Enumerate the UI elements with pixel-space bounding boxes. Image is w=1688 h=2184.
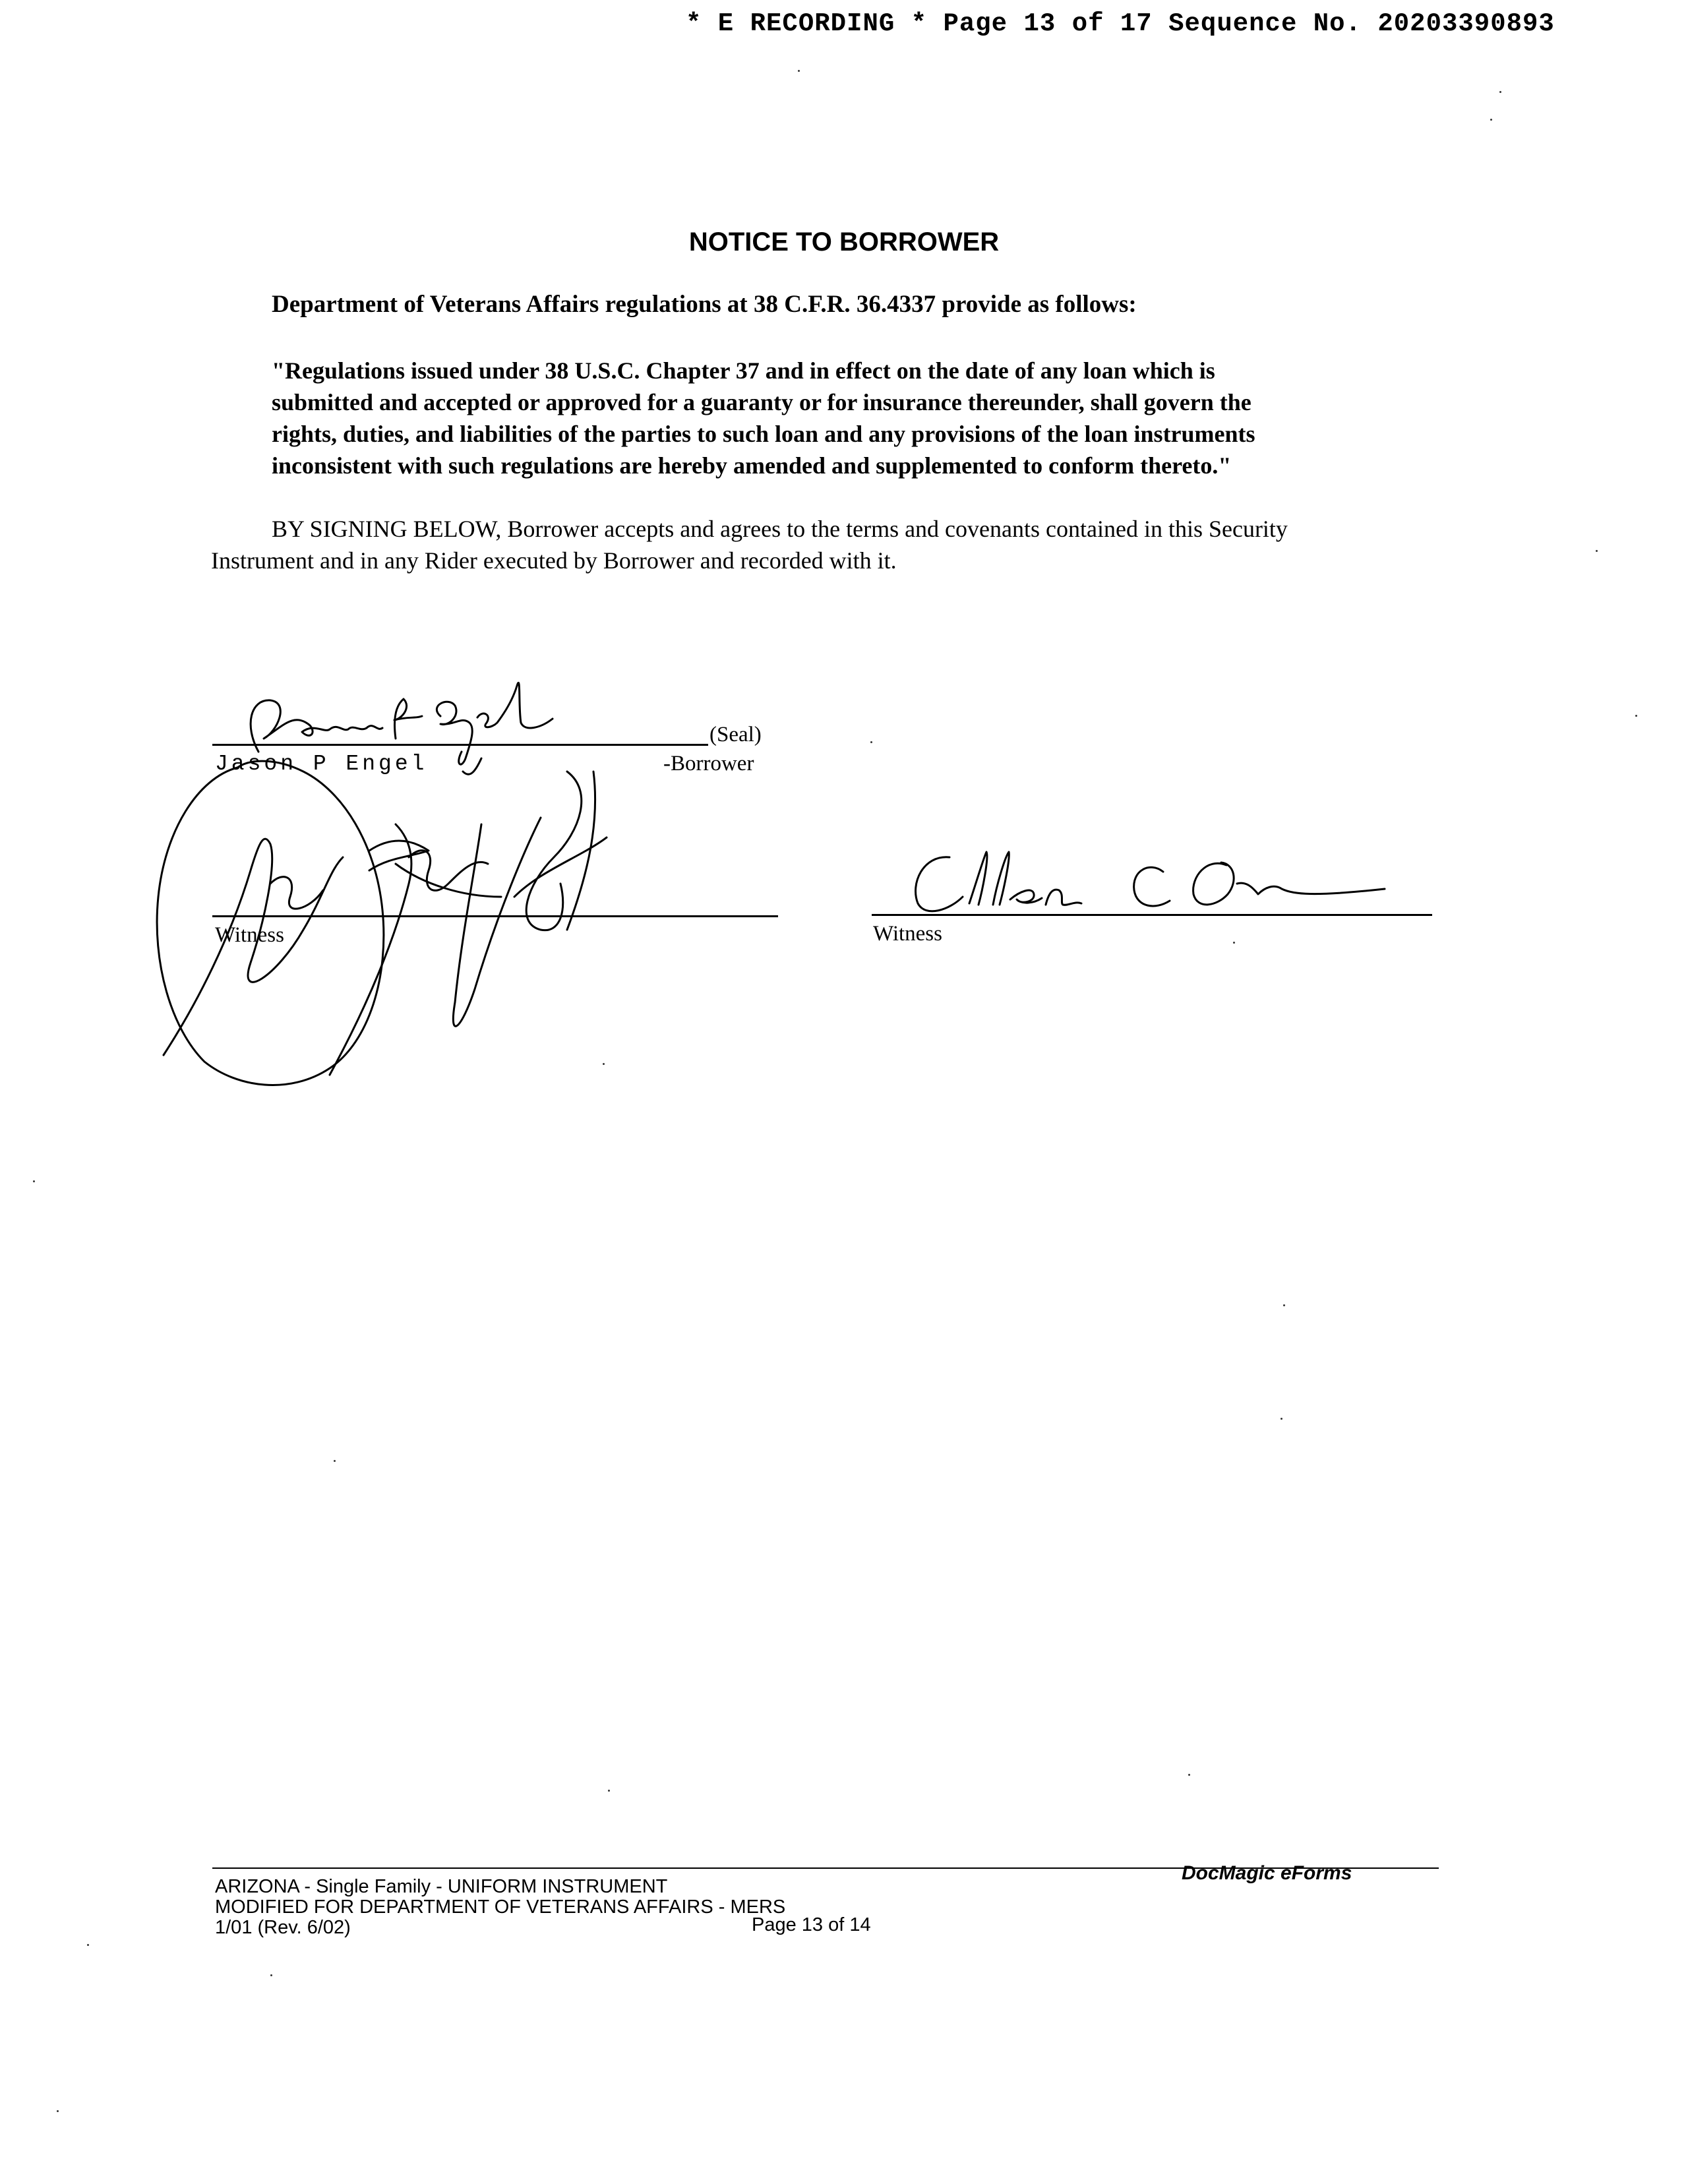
signing-line: BY SIGNING BELOW, Borrower accepts and agrees to the terms and covenants contained in this Security [272,516,1288,542]
scan-speck [270,1974,272,1976]
scan-speck [1499,91,1501,93]
borrower-role-label: -Borrower [663,752,754,775]
recording-header: * E RECORDING * Page 13 of 17 Sequence No. 20203390893 [686,9,1555,38]
notice-intro: Department of Veterans Affairs regulations at 38 C.F.R. 36.4337 provide as follows: [272,291,1137,318]
docmagic-brand: DocMagic eForms [1182,1862,1352,1884]
quote-line: submitted and accepted or approved for a guaranty or for insurance thereunder, shall govern the [272,389,1251,415]
scan-speck [798,70,800,72]
scan-speck [1188,1774,1190,1776]
quote-line: inconsistent with such regulations are hereby amended and supplemented to conform thereto." [272,452,1232,479]
scan-speck [1233,942,1235,944]
scan-speck [87,1944,89,1946]
scan-speck [603,1063,605,1065]
scan-speck [1490,119,1492,121]
scan-speck [870,741,872,743]
quote-line: "Regulations issued under 38 U.S.C. Chapter 37 and in effect on the date of any loan which is [272,357,1215,384]
scan-speck [1596,550,1598,552]
footer-line-2: MODIFIED FOR DEPARTMENT OF VETERANS AFFAIRS - MERS [215,1896,786,1918]
witness-left-label: Witness [215,923,284,947]
scan-speck [1635,715,1637,717]
seal-label: (Seal) [709,723,762,746]
scan-speck [57,2110,59,2112]
borrower-signature-line [212,744,708,746]
notice-title: NOTICE TO BORROWER [688,228,1000,257]
signing-paragraph [211,513,1437,576]
scan-speck [33,1180,35,1182]
footer-page-label: Page 13 of 14 [752,1914,871,1935]
witness-right-signature [916,852,1385,911]
scan-speck [1281,1418,1282,1420]
borrower-name: Jason P Engel [215,752,428,776]
witness-left-line [212,915,778,917]
regulation-quote [272,355,1379,481]
witness-right-line [872,914,1432,916]
footer-line-3: 1/01 (Rev. 6/02) [215,1917,351,1938]
scan-speck [608,1790,610,1792]
scan-speck [334,1460,336,1462]
scan-speck [1283,1304,1285,1306]
footer-line-1: ARIZONA - Single Family - UNIFORM INSTRUMENT [215,1876,668,1897]
witness-right-label: Witness [873,922,942,946]
quote-line: rights, duties, and liabilities of the parties to such loan and any provisions of the loan instruments [272,421,1255,447]
signing-line: Instrument and in any Rider executed by Borrower and recorded with it. [211,547,897,574]
